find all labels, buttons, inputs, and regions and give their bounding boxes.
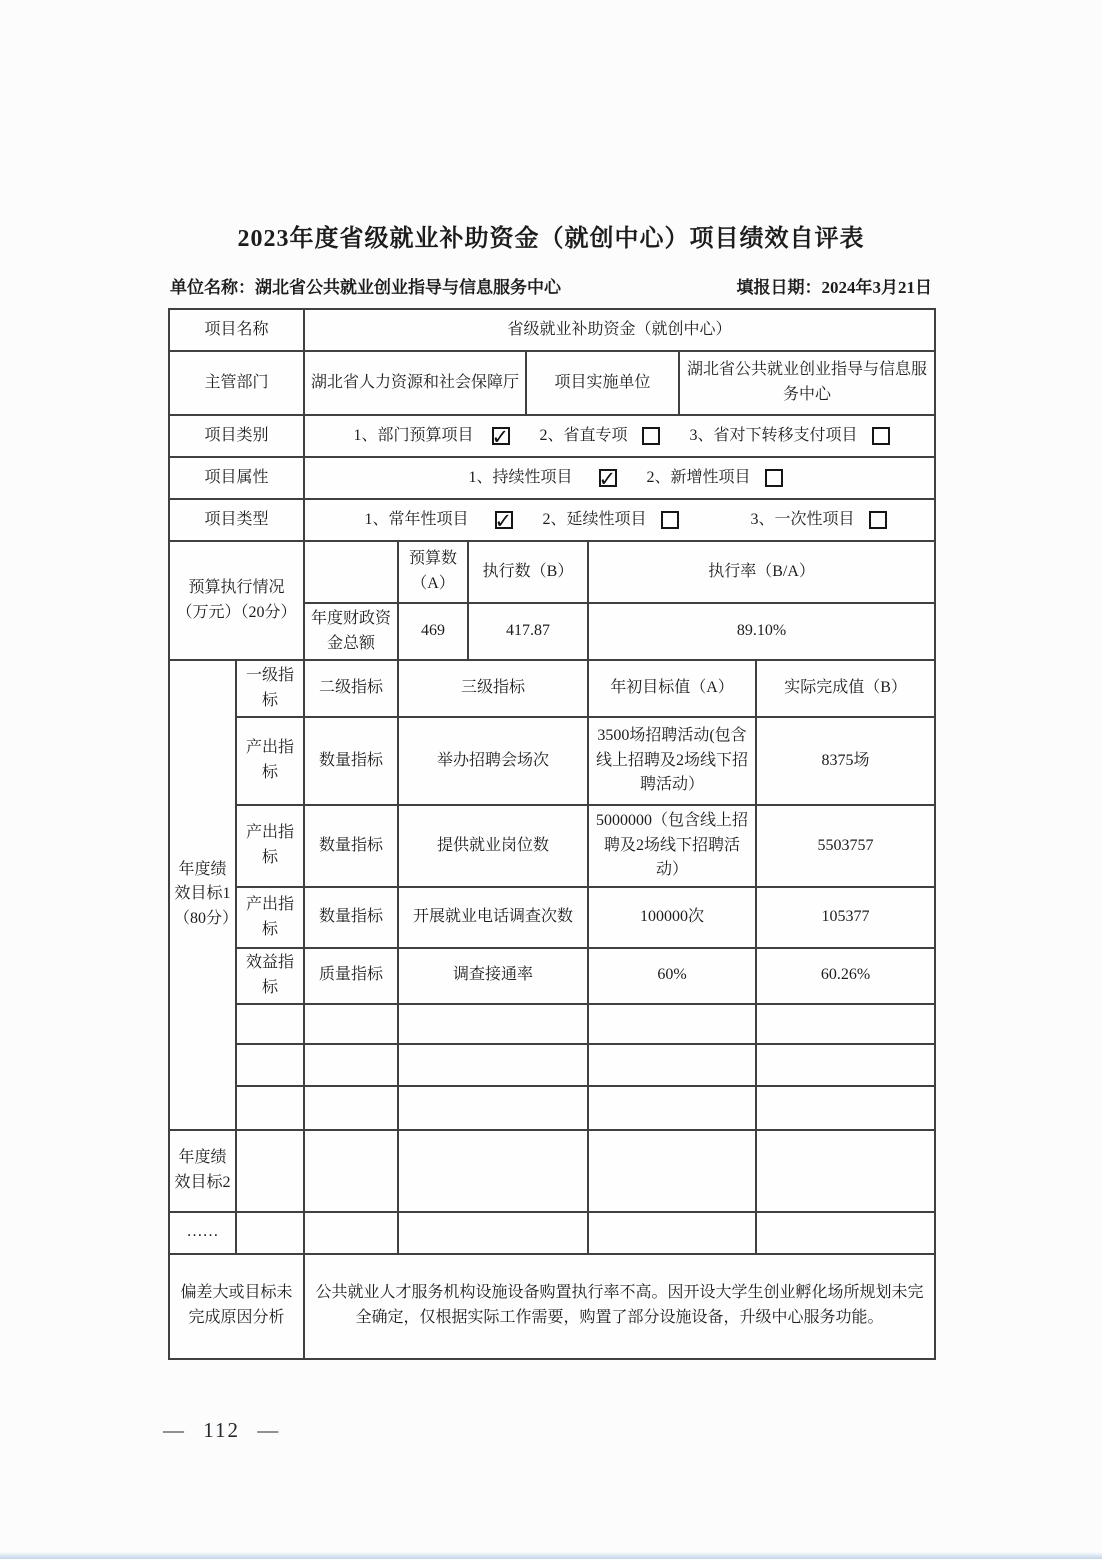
option-label: 1、持续性项目	[468, 468, 573, 486]
indicator-row	[169, 805, 935, 887]
option-continuous-project	[457, 466, 617, 491]
indicator-l3: 开展就业电话调查次数	[398, 887, 588, 948]
option-label: 2、新增性项目	[646, 468, 751, 486]
budget-section-label	[169, 541, 304, 660]
attribute-options	[304, 457, 935, 499]
report-date-value: 2024年3月21日	[821, 278, 932, 297]
annual-fund-label: 年度财政资金总额	[304, 603, 398, 660]
dept-label: 主管部门	[169, 351, 304, 415]
empty-cell	[398, 1212, 588, 1254]
option-label: 3、省对下转移支付项目	[689, 426, 858, 444]
indicator-row	[169, 717, 935, 805]
indicator-l2: 数量指标	[304, 887, 398, 948]
budget-section-label-line1: 预算执行情况	[188, 578, 285, 596]
option-label: 3、一次性项目	[750, 510, 855, 528]
analysis-text: 公共就业人才服务机构设施设备购置执行率不高。因开设大学生创业孵化场所规划未完全确定，仅根据实际工作需要，购置了部分设施设备，升级中心服务功能。	[304, 1254, 935, 1359]
table-row	[169, 309, 935, 351]
ellipsis-row	[169, 1212, 935, 1254]
indicator-actual: 5503757	[756, 805, 935, 887]
page-bottom-edge	[0, 1552, 1102, 1559]
table-row	[169, 351, 935, 415]
indicator-l3: 提供就业岗位数	[398, 805, 588, 887]
option-provincial-special	[540, 424, 660, 449]
empty-cell	[756, 1212, 935, 1254]
impl-unit-value: 湖北省公共就业创业指导与信息服务中心	[679, 351, 935, 415]
impl-unit-label: 项目实施单位	[526, 351, 679, 415]
dept-value: 湖北省人力资源和社会保障厅	[304, 351, 526, 415]
budget-section-label-line2: （万元）（20分）	[176, 603, 297, 621]
document-content	[168, 218, 934, 1360]
page-number: — 112 —	[163, 1418, 281, 1442]
empty-cell	[236, 1130, 304, 1212]
project-name-value: 省级就业补助资金（就创中心）	[304, 309, 935, 351]
indicator-l3: 举办招聘会场次	[398, 717, 588, 805]
ptype-options	[304, 499, 935, 541]
budget-col-b-header: 执行数（B）	[468, 541, 588, 603]
unit-name	[170, 273, 561, 298]
indicator-l2: 数量指标	[304, 805, 398, 887]
table-row	[169, 660, 935, 717]
option-label: 2、延续性项目	[542, 510, 647, 528]
empty-cell	[588, 1004, 756, 1044]
budget-value-a: 469	[398, 603, 468, 660]
empty-cell	[236, 1004, 304, 1044]
empty-cell	[756, 1044, 935, 1086]
report-date-label: 填报日期：	[736, 278, 822, 297]
report-date	[737, 273, 933, 298]
empty-cell	[756, 1130, 935, 1212]
table-row	[169, 415, 935, 457]
indicator-actual: 60.26%	[756, 948, 935, 1004]
empty-cell	[304, 1212, 398, 1254]
option-perennial-project	[353, 508, 513, 533]
indicator-l1: 产出指标	[236, 717, 304, 805]
empty-cell	[588, 1212, 756, 1254]
empty-cell	[588, 1044, 756, 1086]
indicator-actual: 105377	[756, 887, 935, 948]
indicator-l2: 质量指标	[304, 948, 398, 1004]
empty-cell	[236, 1044, 304, 1086]
empty-indicator-row	[169, 1004, 935, 1044]
analysis-row	[169, 1254, 935, 1359]
empty-cell	[398, 1130, 588, 1212]
goal2-row	[169, 1130, 935, 1212]
indicator-header-target: 年初目标值（A）	[588, 660, 756, 717]
category-options	[304, 415, 935, 457]
empty-cell	[304, 1004, 398, 1044]
empty-cell	[756, 1004, 935, 1044]
indicator-actual: 8375场	[756, 717, 935, 805]
indicator-row	[169, 948, 935, 1004]
empty-cell	[304, 1130, 398, 1212]
budget-col-rate-header: 执行率（B/A）	[588, 541, 935, 603]
category-label: 项目类别	[169, 415, 304, 457]
analysis-label: 偏差大或目标未完成原因分析	[169, 1254, 304, 1359]
empty-cell	[304, 1086, 398, 1130]
empty-cell	[236, 1086, 304, 1130]
table-row	[169, 499, 935, 541]
option-label: 2、省直专项	[539, 426, 628, 444]
budget-empty-cell	[304, 541, 398, 603]
option-transfer-payment	[690, 424, 890, 449]
ptype-label: 项目类型	[169, 499, 304, 541]
empty-cell	[304, 1044, 398, 1086]
empty-cell	[588, 1130, 756, 1212]
empty-indicator-row	[169, 1044, 935, 1086]
document-title: 2023年度省级就业补助资金（就创中心）项目绩效自评表	[237, 226, 865, 252]
indicator-header-actual: 实际完成值（B）	[756, 660, 935, 717]
meta-line	[170, 273, 932, 298]
empty-cell	[756, 1086, 935, 1130]
checkbox-extension-project	[661, 511, 679, 529]
empty-cell	[398, 1004, 588, 1044]
goal1-group-label: 年度绩效目标1（80分）	[169, 660, 236, 1130]
indicator-target: 100000次	[588, 887, 756, 948]
indicator-target: 5000000（包含线上招聘及2场线下招聘活动）	[588, 805, 756, 887]
empty-cell	[236, 1212, 304, 1254]
indicator-l1: 产出指标	[236, 887, 304, 948]
goal2-group-label: 年度绩效目标2	[169, 1130, 236, 1212]
empty-indicator-row	[169, 1086, 935, 1130]
empty-cell	[398, 1086, 588, 1130]
option-new-project	[647, 466, 783, 491]
indicator-l1: 效益指标	[236, 948, 304, 1004]
attribute-label: 项目属性	[169, 457, 304, 499]
unit-name-label: 单位名称：	[170, 278, 255, 297]
table-row	[169, 541, 935, 603]
unit-name-value: 湖北省公共就业创业指导与信息服务中心	[255, 278, 561, 297]
empty-cell	[398, 1044, 588, 1086]
indicator-l1: 产出指标	[236, 805, 304, 887]
indicator-l2: 数量指标	[304, 717, 398, 805]
indicator-target: 60%	[588, 948, 756, 1004]
budget-value-b: 417.87	[468, 603, 588, 660]
option-label: 1、部门预算项目	[353, 426, 474, 444]
budget-col-a-header: 预算数（A）	[398, 541, 468, 603]
checkbox-dept-budget-project	[492, 427, 510, 445]
budget-value-rate: 89.10%	[588, 603, 935, 660]
checkbox-continuous-project	[599, 469, 617, 487]
indicator-header-l2: 二级指标	[304, 660, 398, 717]
checkbox-new-project	[765, 469, 783, 487]
empty-cell	[588, 1086, 756, 1130]
indicator-target: 3500场招聘活动(包含线上招聘及2场线下招聘活动）	[588, 717, 756, 805]
indicator-l3: 调查接通率	[398, 948, 588, 1004]
option-dept-budget-project	[350, 424, 510, 449]
option-extension-project	[543, 508, 679, 533]
checkbox-transfer-payment	[872, 427, 890, 445]
checkbox-perennial-project	[495, 511, 513, 529]
checkbox-provincial-special	[642, 427, 660, 445]
checkbox-onetime-project	[869, 511, 887, 529]
project-name-label: 项目名称	[169, 309, 304, 351]
indicator-header-l3: 三级指标	[398, 660, 588, 717]
ellipsis-label: ……	[169, 1212, 236, 1254]
indicator-row	[169, 887, 935, 948]
indicator-header-l1: 一级指标	[236, 660, 304, 717]
self-evaluation-table	[168, 308, 936, 1360]
option-label: 1、常年性项目	[364, 510, 469, 528]
option-onetime-project	[751, 508, 887, 533]
table-row	[169, 457, 935, 499]
